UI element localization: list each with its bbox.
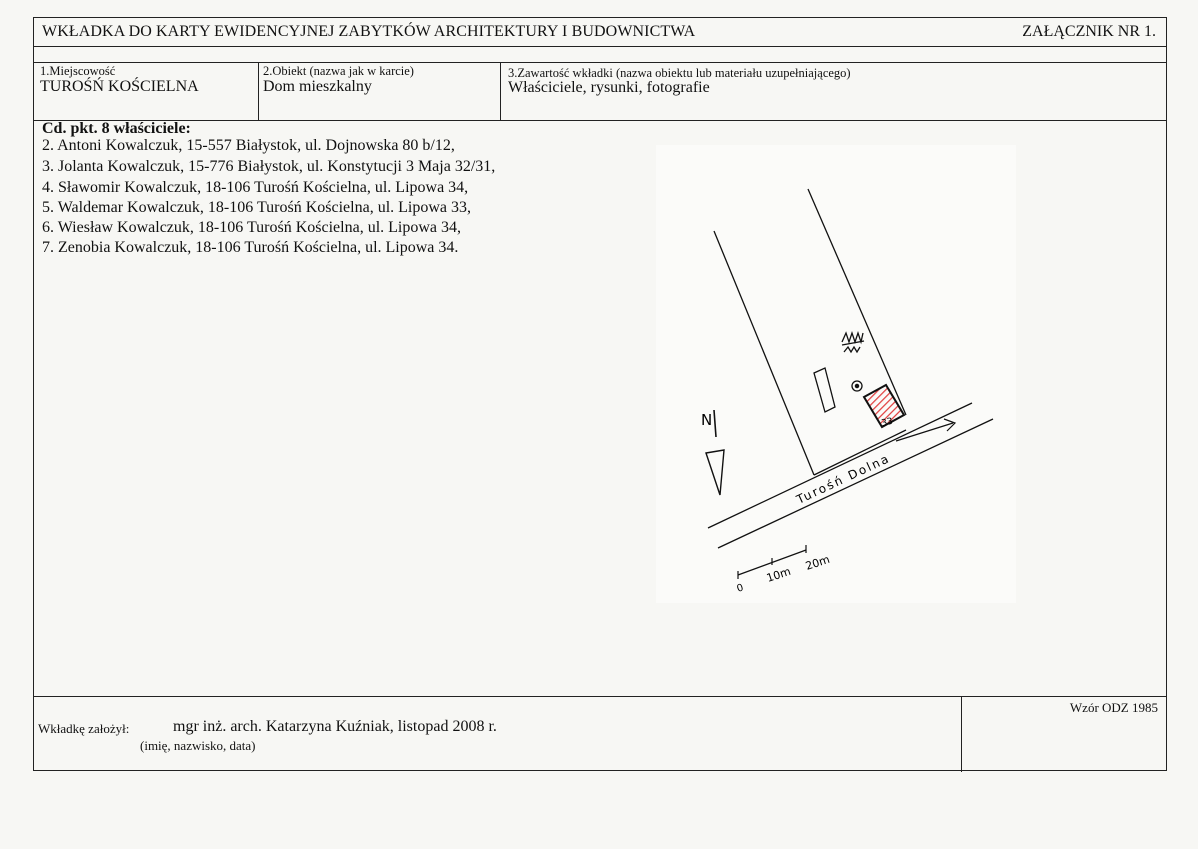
site-plan-map: [656, 145, 1016, 603]
footer-divider: [34, 696, 1166, 697]
document-title: WKŁADKA DO KARTY EWIDENCYJNEJ ZABYTKÓW ARCHITEKTURY I BUDOWNICTWA: [42, 23, 696, 40]
site-plan-drawing: [656, 145, 1016, 603]
owner-item: 6. Wiesław Kowalczuk, 18-106 Turośń Kościelna, ul. Lipowa 34,: [42, 219, 462, 236]
scale-label-20: 20m: [803, 552, 832, 573]
scale-label-zero: 0: [735, 582, 745, 595]
template-version: Wzór ODZ 1985: [1069, 700, 1158, 715]
street-edge-upper: [708, 403, 972, 528]
north-arrow-stem: [714, 410, 716, 437]
street-edge-lower: [718, 416, 993, 548]
owner-item: 2. Antoni Kowalczuk, 15-557 Białystok, ul. Dojnowska 80 b/12,: [42, 137, 455, 154]
owner-item: 7. Zenobia Kowalczuk, 18-106 Turośń Kościelna, ul. Lipowa 34.: [42, 239, 459, 256]
north-label: N: [701, 411, 713, 429]
owner-item: 3. Jolanta Kowalczuk, 15-776 Białystok, ul. Konstytucji 3 Maja 32/31,: [42, 158, 496, 175]
tree-symbol: [842, 333, 864, 352]
founder-hint: (imię, nazwisko, data): [140, 738, 256, 753]
locality-label: 1.Miejscowość: [40, 64, 116, 78]
fields-top-divider: [34, 62, 1166, 63]
well-center: [855, 384, 858, 387]
outbuilding: [814, 368, 835, 412]
owner-item: 5. Waldemar Kowalczuk, 18-106 Turośń Kościelna, ul. Lipowa 33,: [42, 199, 472, 216]
field-divider-1: [258, 62, 259, 120]
street-label: Turośń Dolna: [794, 451, 893, 507]
content-value: Właściciele, rysunki, fotografie: [508, 79, 710, 96]
footer-column-divider: [961, 696, 962, 772]
founder-value: mgr inż. arch. Katarzyna Kuźniak, listopad 2008 r.: [173, 718, 497, 735]
locality-value: TUROŚŃ KOŚCIELNA: [40, 78, 199, 95]
scale-label-10: 10m: [764, 564, 793, 585]
owners-heading: Cd. pkt. 8 właściciele:: [42, 120, 191, 137]
header-divider: [34, 46, 1166, 47]
fields-bottom-divider: [34, 120, 1166, 121]
object-label: 2.Obiekt (nazwa jak w karcie): [263, 64, 414, 78]
house-number: 33: [880, 416, 894, 429]
owner-item: 4. Sławomir Kowalczuk, 18-106 Turośń Kościelna, ul. Lipowa 34,: [42, 179, 469, 196]
object-value: Dom mieszkalny: [263, 78, 372, 95]
founder-label: Wkładkę założył:: [38, 721, 130, 736]
annex-number: ZAŁĄCZNIK NR 1.: [1022, 23, 1156, 40]
north-arrow-head: [706, 450, 724, 495]
parcel-boundary-left: [714, 231, 814, 475]
field-divider-2: [500, 62, 501, 120]
content-label: 3.Zawartość wkładki (nazwa obiektu lub materiału uzupełniającego): [508, 66, 851, 80]
